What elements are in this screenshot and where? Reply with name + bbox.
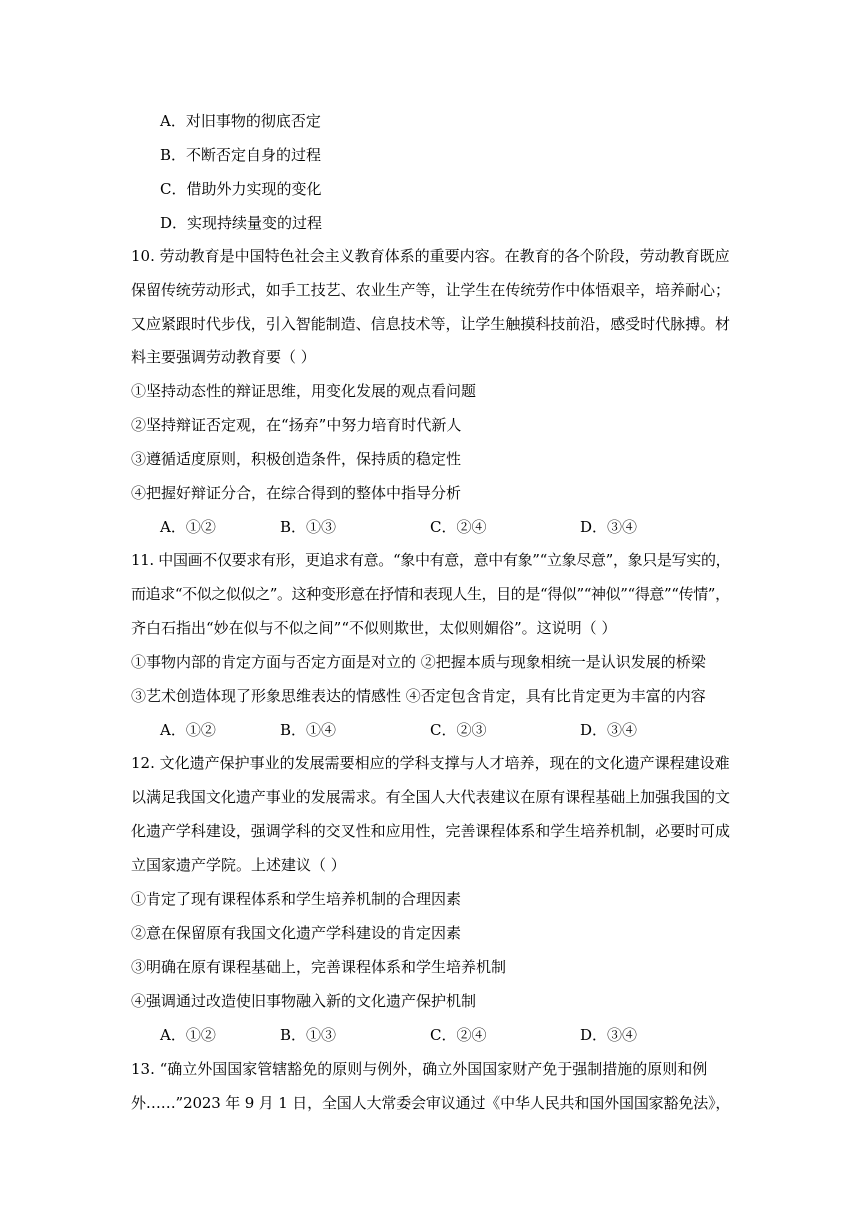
q11-statements-row-1: ①事物内部的肯定方面与否定方面是对立的 ②把握本质与现象相统一是认识发展的桥梁: [131, 653, 706, 671]
q10-statement-3: ③遵循适度原则，积极创造条件，保持质的稳定性: [131, 450, 462, 468]
q10-stem-line-3: 又应紧跟时代步伐，引入智能制造、信息技术等，让学生触摸科技前沿，感受时代脉搏。材: [131, 315, 731, 333]
q9-option-c: C．借助外力实现的变化: [160, 180, 322, 198]
q10-choice-a: A．①②: [160, 518, 216, 536]
q12-stem-line-2: 以满足我国文化遗产事业的发展需求。有全国人大代表建议在原有课程基础上加强我国的文: [131, 788, 731, 806]
q11-stem-line-3: 齐白石指出“妙在似与不似之间”“不似则欺世，太似则媚俗”。这说明（ ）: [131, 619, 617, 637]
q12-stem-line-3: 化遗产学科建设，强调学科的交叉性和应用性，完善课程体系和学生培养机制，必要时可成: [131, 822, 731, 840]
q12-stem-line-1: 12. 文化遗产保护事业的发展需要相应的学科支撑与人才培养，现在的文化遗产课程建设难: [131, 754, 730, 772]
q12-statement-1: ①肯定了现有课程体系和学生培养机制的合理因素: [131, 890, 462, 908]
q10-choice-d: D．③④: [580, 518, 638, 536]
q12-statement-3: ③明确在原有课程基础上，完善课程体系和学生培养机制: [131, 958, 507, 976]
q11-stem-line-1: 11. 中国画不仅要求有形，更追求有意。“象中有意，意中有象”“立象尽意”，象只是写实的，: [131, 551, 731, 569]
q12-stem-line-4: 立国家遗产学院。上述建议（ ）: [131, 856, 346, 874]
q11-choice-d: D．③④: [580, 721, 638, 739]
q9-option-d: D．实现持续量变的过程: [160, 214, 323, 232]
q13-stem-line-1: 13. “确立外国国家管辖豁免的原则与例外，确立外国国家财产免于强制措施的原则和例: [131, 1060, 708, 1078]
q10-statement-2: ②坚持辩证否定观，在“扬弃”中努力培育时代新人: [131, 416, 462, 434]
q11-statements-row-2: ③艺术创造体现了形象思维表达的情感性 ④否定包含肯定，具有比肯定更为丰富的内容: [131, 687, 706, 705]
q12-choice-b: B．①③: [280, 1026, 337, 1044]
q11-choice-c: C．②③: [430, 721, 487, 739]
q12-statement-4: ④强调通过改造使旧事物融入新的文化遗产保护机制: [131, 992, 477, 1010]
q12-statement-2: ②意在保留原有我国文化遗产学科建设的肯定因素: [131, 924, 462, 942]
q12-choice-c: C．②④: [430, 1026, 487, 1044]
q12-choice-a: A．①②: [160, 1026, 216, 1044]
q11-choice-a: A．①②: [160, 721, 216, 739]
q10-statement-1: ①坚持动态性的辩证思维，用变化发展的观点看问题: [131, 382, 477, 400]
q10-stem-line-4: 料主要强调劳动教育要（ ）: [131, 348, 316, 366]
q9-option-a: A．对旧事物的彻底否定: [160, 112, 321, 130]
q10-stem-line-1: 10. 劳动教育是中国特色社会主义教育体系的重要内容。在教育的各个阶段，劳动教育既应: [131, 247, 730, 265]
q10-stem-line-2: 保留传统劳动形式，如手工技艺、农业生产等，让学生在传统劳作中体悟艰辛，培养耐心；: [131, 281, 731, 299]
q11-stem-line-2: 而追求“不似之似似之”。这种变形意在抒情和表现人生，目的是“得似”“神似”“得意”“传情”，: [131, 585, 730, 603]
q10-choice-b: B．①③: [280, 518, 337, 536]
q10-statement-4: ④把握好辩证分合，在综合得到的整体中指导分析: [131, 484, 462, 502]
q10-choice-c: C．②④: [430, 518, 487, 536]
q12-choice-d: D．③④: [580, 1026, 638, 1044]
q9-option-b: B．不断否定自身的过程: [160, 146, 322, 164]
q13-stem-line-2: 外……”2023 年 9 月 1 日，全国人大常委会审议通过《中华人民共和国外国国家豁免法》，: [131, 1094, 731, 1112]
q11-choice-b: B．①④: [280, 721, 337, 739]
